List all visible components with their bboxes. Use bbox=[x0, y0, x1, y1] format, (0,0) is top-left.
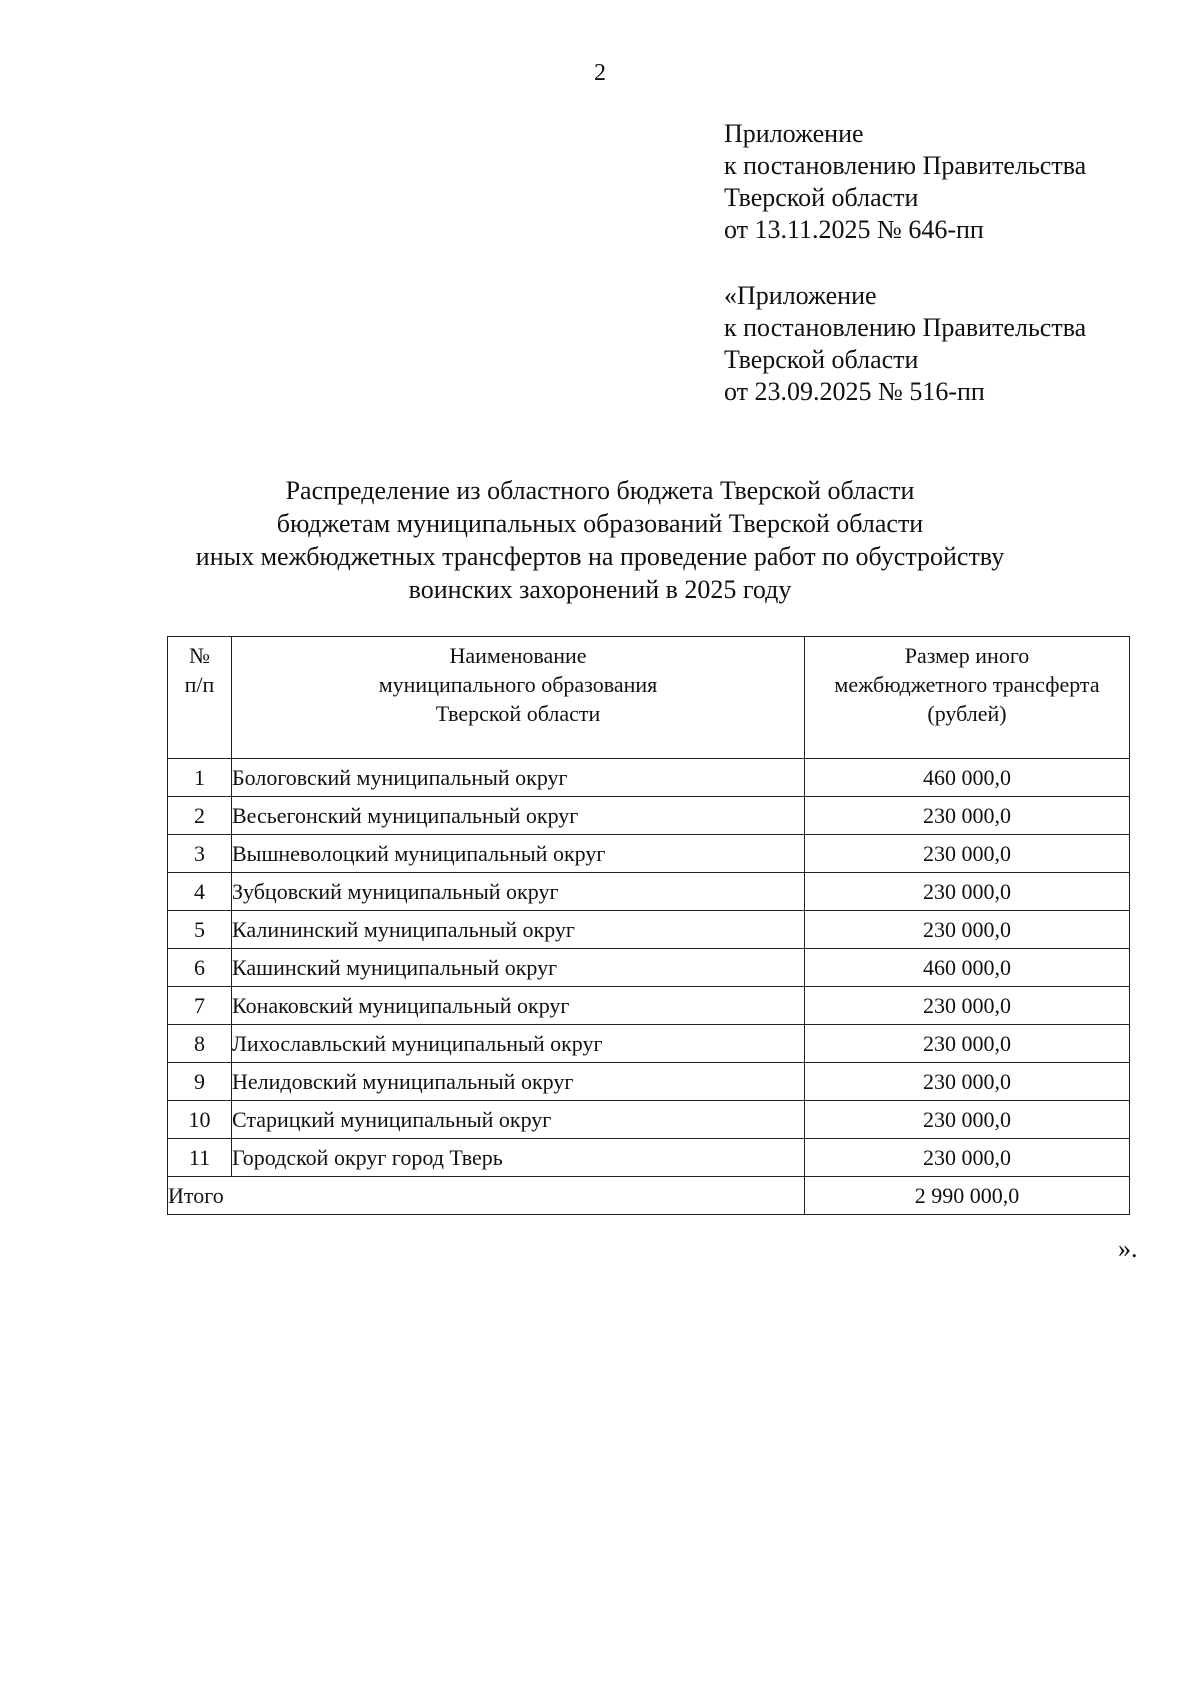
table-row bbox=[168, 759, 1130, 797]
table-row bbox=[168, 1063, 1130, 1101]
row-number: 8 bbox=[168, 1025, 232, 1063]
row-amount: 230 000,0 bbox=[805, 797, 1130, 835]
row-number: 1 bbox=[168, 759, 232, 797]
row-amount: 230 000,0 bbox=[805, 835, 1130, 873]
row-number: 6 bbox=[168, 949, 232, 987]
row-number: 10 bbox=[168, 1101, 232, 1139]
header-line: Наименование bbox=[449, 643, 587, 668]
row-municipality: Городской округ город Тверь bbox=[232, 1139, 805, 1177]
table-row bbox=[168, 1139, 1130, 1177]
table-row bbox=[168, 835, 1130, 873]
header-line: № bbox=[189, 643, 210, 668]
header-amount bbox=[805, 637, 1130, 759]
page-number: 2 bbox=[594, 60, 606, 86]
table-row bbox=[168, 797, 1130, 835]
appendix-line: «Приложение bbox=[724, 281, 877, 310]
title-line: иных межбюджетных трансфертов на проведение работ по обустройству bbox=[195, 542, 1005, 571]
row-amount: 230 000,0 bbox=[805, 1025, 1130, 1063]
row-amount: 230 000,0 bbox=[805, 987, 1130, 1025]
header-municipality bbox=[232, 637, 805, 759]
row-amount: 230 000,0 bbox=[805, 911, 1130, 949]
row-municipality: Зубцовский муниципальный округ bbox=[232, 873, 805, 911]
table-row bbox=[168, 987, 1130, 1025]
table-row bbox=[168, 911, 1130, 949]
row-number: 2 bbox=[168, 797, 232, 835]
row-municipality: Нелидовский муниципальный округ bbox=[232, 1063, 805, 1101]
appendix-line: к постановлению Правительства bbox=[724, 313, 1087, 342]
header-line: (рублей) bbox=[927, 701, 1007, 726]
appendix-line: от 13.11.2025 № 646-пп bbox=[724, 215, 984, 244]
row-municipality: Бологовский муниципальный округ bbox=[232, 759, 805, 797]
appendix-header-current bbox=[724, 118, 1086, 246]
row-municipality: Вышневолоцкий муниципальный округ bbox=[232, 835, 805, 873]
row-municipality: Весьегонский муниципальный округ bbox=[232, 797, 805, 835]
header-line: Размер иного bbox=[904, 643, 1030, 668]
document-title bbox=[0, 474, 1200, 606]
allocation-table bbox=[167, 636, 1130, 1215]
appendix-line: Тверской области bbox=[724, 183, 919, 212]
row-amount: 230 000,0 bbox=[805, 1101, 1130, 1139]
row-municipality: Лихославльский муниципальный округ bbox=[232, 1025, 805, 1063]
header-number bbox=[168, 637, 232, 759]
row-amount: 460 000,0 bbox=[805, 949, 1130, 987]
header-line: п/п bbox=[184, 672, 215, 697]
table-row bbox=[168, 1101, 1130, 1139]
row-municipality: Кашинский муниципальный округ bbox=[232, 949, 805, 987]
appendix-line: Тверской области bbox=[724, 345, 919, 374]
row-amount: 230 000,0 bbox=[805, 873, 1130, 911]
appendix-header-original bbox=[724, 280, 1086, 408]
appendix-line: Приложение bbox=[724, 119, 864, 148]
total-amount: 2 990 000,0 bbox=[805, 1177, 1130, 1215]
row-number: 4 bbox=[168, 873, 232, 911]
row-municipality: Конаковский муниципальный округ bbox=[232, 987, 805, 1025]
row-number: 11 bbox=[168, 1139, 232, 1177]
row-number: 5 bbox=[168, 911, 232, 949]
closing-quote-mark: ». bbox=[1118, 1234, 1138, 1263]
row-number: 7 bbox=[168, 987, 232, 1025]
title-line: воинских захоронений в 2025 году bbox=[408, 575, 792, 604]
row-number: 9 bbox=[168, 1063, 232, 1101]
row-amount: 230 000,0 bbox=[805, 1139, 1130, 1177]
row-municipality: Калининский муниципальный округ bbox=[232, 911, 805, 949]
appendix-line: от 23.09.2025 № 516-пп bbox=[724, 377, 985, 406]
table-header-row bbox=[168, 637, 1130, 759]
table-row bbox=[168, 1025, 1130, 1063]
header-line: межбюджетного трансферта bbox=[834, 672, 1100, 697]
row-amount: 230 000,0 bbox=[805, 1063, 1130, 1101]
header-line: муниципального образования bbox=[378, 672, 658, 697]
table-row bbox=[168, 873, 1130, 911]
total-row bbox=[168, 1177, 1130, 1215]
header-line: Тверской области bbox=[435, 701, 601, 726]
appendix-line: к постановлению Правительства bbox=[724, 151, 1087, 180]
table-row bbox=[168, 949, 1130, 987]
row-municipality: Старицкий муниципальный округ bbox=[232, 1101, 805, 1139]
title-line: бюджетам муниципальных образований Тверской области bbox=[276, 509, 924, 538]
row-amount: 460 000,0 bbox=[805, 759, 1130, 797]
total-label: Итого bbox=[168, 1177, 805, 1215]
row-number: 3 bbox=[168, 835, 232, 873]
title-line: Распределение из областного бюджета Тверской области bbox=[285, 476, 915, 505]
